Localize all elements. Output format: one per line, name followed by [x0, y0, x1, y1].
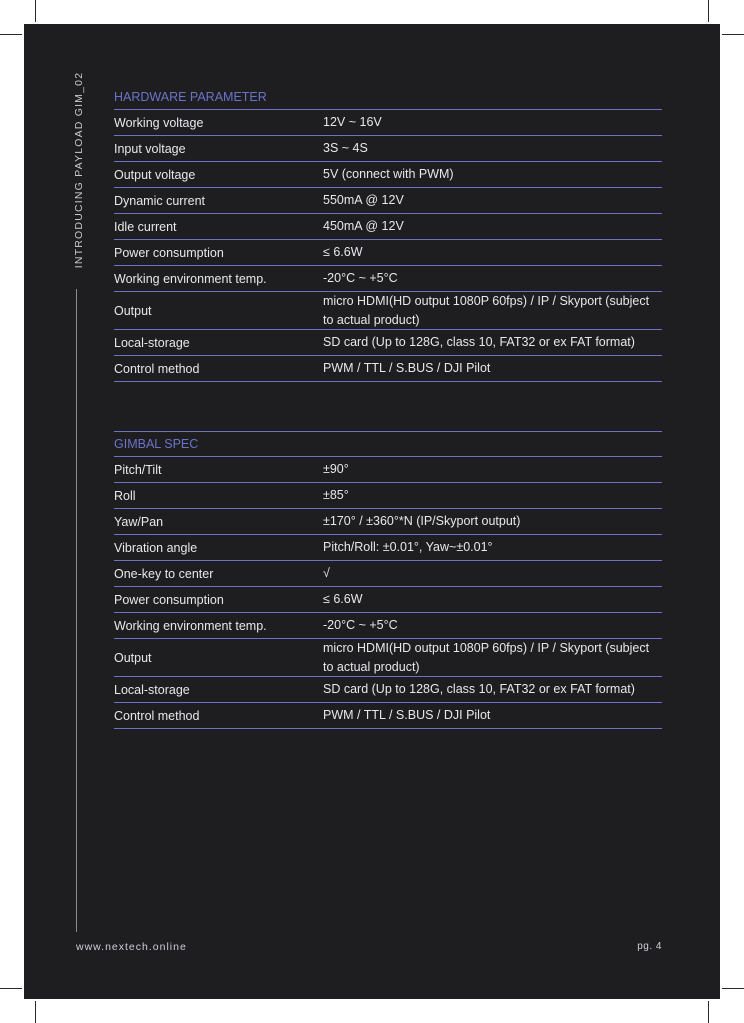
crop-mark — [722, 34, 744, 35]
table-row — [114, 214, 662, 240]
row-value: 12V ~ 16V — [323, 115, 382, 129]
table-row — [114, 587, 662, 613]
table-row — [114, 613, 662, 639]
row-value: 550mA @ 12V — [323, 193, 404, 207]
row-value: ±170° / ±360°*N (IP/Skyport output) — [323, 514, 521, 528]
gimbal-table — [114, 431, 662, 729]
row-value: PWM / TTL / S.BUS / DJI Pilot — [323, 361, 491, 375]
table-row — [114, 330, 662, 356]
crop-mark — [35, 1001, 36, 1023]
crop-mark — [0, 988, 22, 989]
side-title: INTRODUCING PAYLOAD GIM_02 — [73, 71, 85, 269]
row-label: Power consumption — [114, 245, 224, 260]
crop-mark — [708, 1001, 709, 1023]
table-row — [114, 703, 662, 729]
row-value: PWM / TTL / S.BUS / DJI Pilot — [323, 708, 491, 722]
row-label: Local-storage — [114, 335, 190, 350]
crop-mark — [0, 34, 22, 35]
row-value: ±90° — [323, 462, 349, 476]
row-label: Working voltage — [114, 115, 204, 130]
gimbal-heading: GIMBAL SPEC — [114, 432, 662, 457]
row-label: Roll — [114, 488, 136, 503]
row-label: Power consumption — [114, 592, 224, 607]
table-row — [114, 356, 662, 382]
row-label: Vibration angle — [114, 540, 198, 555]
side-divider — [76, 289, 77, 932]
row-value: 5V (connect with PWM) — [323, 167, 454, 181]
table-row — [114, 292, 662, 330]
row-label: Control method — [114, 361, 200, 376]
row-label: Local-storage — [114, 682, 190, 697]
crop-mark — [708, 0, 709, 22]
table-row — [114, 483, 662, 509]
page-number: pg. 4 — [637, 941, 662, 952]
row-value: √ — [323, 566, 330, 580]
table-row — [114, 639, 662, 677]
table-row — [114, 561, 662, 587]
table-row — [114, 535, 662, 561]
table-row — [114, 266, 662, 292]
row-label: Working environment temp. — [114, 618, 267, 633]
table-row — [114, 162, 662, 188]
hardware-table — [114, 85, 662, 382]
row-label: Idle current — [114, 219, 177, 234]
row-value: 3S ~ 4S — [323, 141, 368, 155]
row-label: Output — [114, 303, 152, 318]
row-label: Input voltage — [114, 141, 186, 156]
row-value: Pitch/Roll: ±0.01°, Yaw~±0.01° — [323, 540, 493, 554]
row-label: Output voltage — [114, 167, 196, 182]
row-label: Output — [114, 650, 152, 665]
table-row — [114, 677, 662, 703]
row-label: One-key to center — [114, 566, 214, 581]
row-value: ≤ 6.6W — [323, 592, 363, 606]
row-label: Working environment temp. — [114, 271, 267, 286]
crop-mark — [722, 988, 744, 989]
table-row — [114, 457, 662, 483]
table-row — [114, 110, 662, 136]
table-row — [114, 240, 662, 266]
row-value: -20°C ~ +5°C — [323, 271, 398, 285]
hardware-heading: HARDWARE PARAMETER — [114, 85, 662, 110]
row-value: ≤ 6.6W — [323, 245, 363, 259]
row-label: Pitch/Tilt — [114, 462, 162, 477]
row-label: Control method — [114, 708, 200, 723]
row-value: -20°C ~ +5°C — [323, 618, 398, 632]
row-value: ±85° — [323, 488, 349, 502]
row-label: Dynamic current — [114, 193, 205, 208]
crop-mark — [35, 0, 36, 22]
row-value: SD card (Up to 128G, class 10, FAT32 or ex FAT format) — [323, 335, 635, 349]
row-value: micro HDMI(HD output 1080P 60fps) / IP / Skyport (subject to actual product) — [323, 293, 650, 327]
row-label: Yaw/Pan — [114, 514, 164, 529]
table-row — [114, 188, 662, 214]
table-row — [114, 509, 662, 535]
row-value: SD card (Up to 128G, class 10, FAT32 or ex FAT format) — [323, 682, 635, 696]
table-row — [114, 136, 662, 162]
row-value: 450mA @ 12V — [323, 219, 404, 233]
website-url[interactable]: www.nextech.online — [76, 941, 187, 953]
row-value: micro HDMI(HD output 1080P 60fps) / IP / Skyport (subject to actual product) — [323, 640, 650, 674]
